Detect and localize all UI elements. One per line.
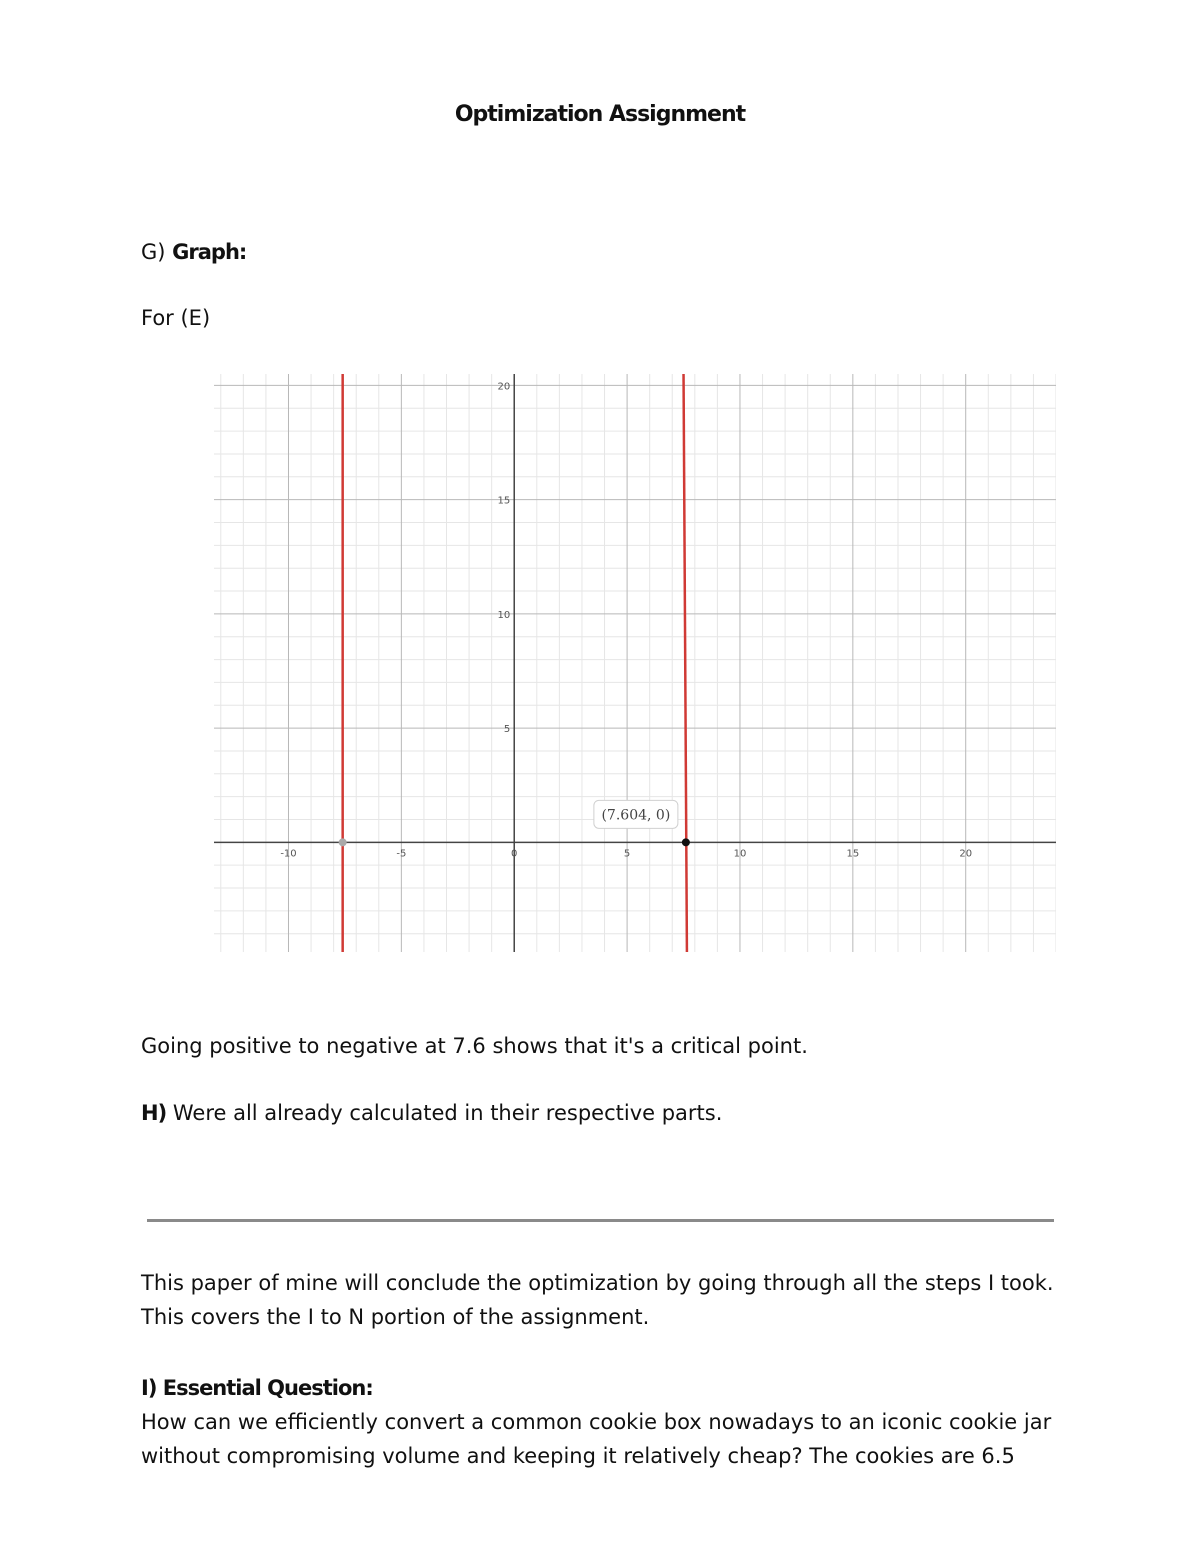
tick-labels — [280, 381, 972, 859]
x-tick-label: 10 — [733, 848, 747, 860]
y-tick-label: 10 — [497, 609, 511, 621]
y-tick-label: 15 — [497, 495, 511, 507]
horizontal-divider — [147, 1219, 1054, 1222]
document-title: Optimization Assignment — [454, 102, 746, 127]
section-i-heading: I) Essential Question: — [141, 1376, 373, 1400]
y-tick-label: 20 — [497, 381, 511, 393]
section-g-prefix: G) — [141, 240, 166, 264]
x-tick-label: -5 — [396, 848, 407, 860]
section-h-heading: H) — [141, 1101, 167, 1125]
y-tick-label: 5 — [503, 724, 511, 736]
critical-point-statement: Going positive to negative at 7.6 shows that it's a critical point. — [141, 1034, 808, 1058]
section-h-text: Were all already calculated in their respective parts. — [172, 1101, 723, 1125]
x-tick-label: 15 — [846, 848, 860, 860]
point-marker — [682, 838, 690, 846]
section-g-title: Graph: — [172, 240, 247, 264]
for-label: For (E) — [141, 306, 211, 330]
section-g-heading — [141, 240, 246, 264]
conclusion-paragraph: This paper of mine will conclude the optimization by going through all the steps I took. This covers the I to N portion of the assignment. — [141, 1271, 1054, 1329]
function-graph — [214, 374, 1056, 952]
x-tick-label: 5 — [623, 848, 631, 860]
section-i — [141, 1371, 1061, 1473]
minor-grid — [214, 374, 1056, 952]
section-h — [141, 1101, 722, 1125]
section-i-text: How can we efficiently convert a common cookie box nowadays to an iconic cookie jar without compromising volume and keeping it relatively cheap? The cookies are 6.5 — [141, 1410, 1052, 1468]
x-tick-label: -10 — [280, 848, 297, 860]
point-label: (7.604, 0) — [601, 807, 671, 824]
x-tick-label: 20 — [959, 848, 973, 860]
x-tick-label: 0 — [511, 848, 518, 860]
point-marker — [339, 838, 347, 846]
